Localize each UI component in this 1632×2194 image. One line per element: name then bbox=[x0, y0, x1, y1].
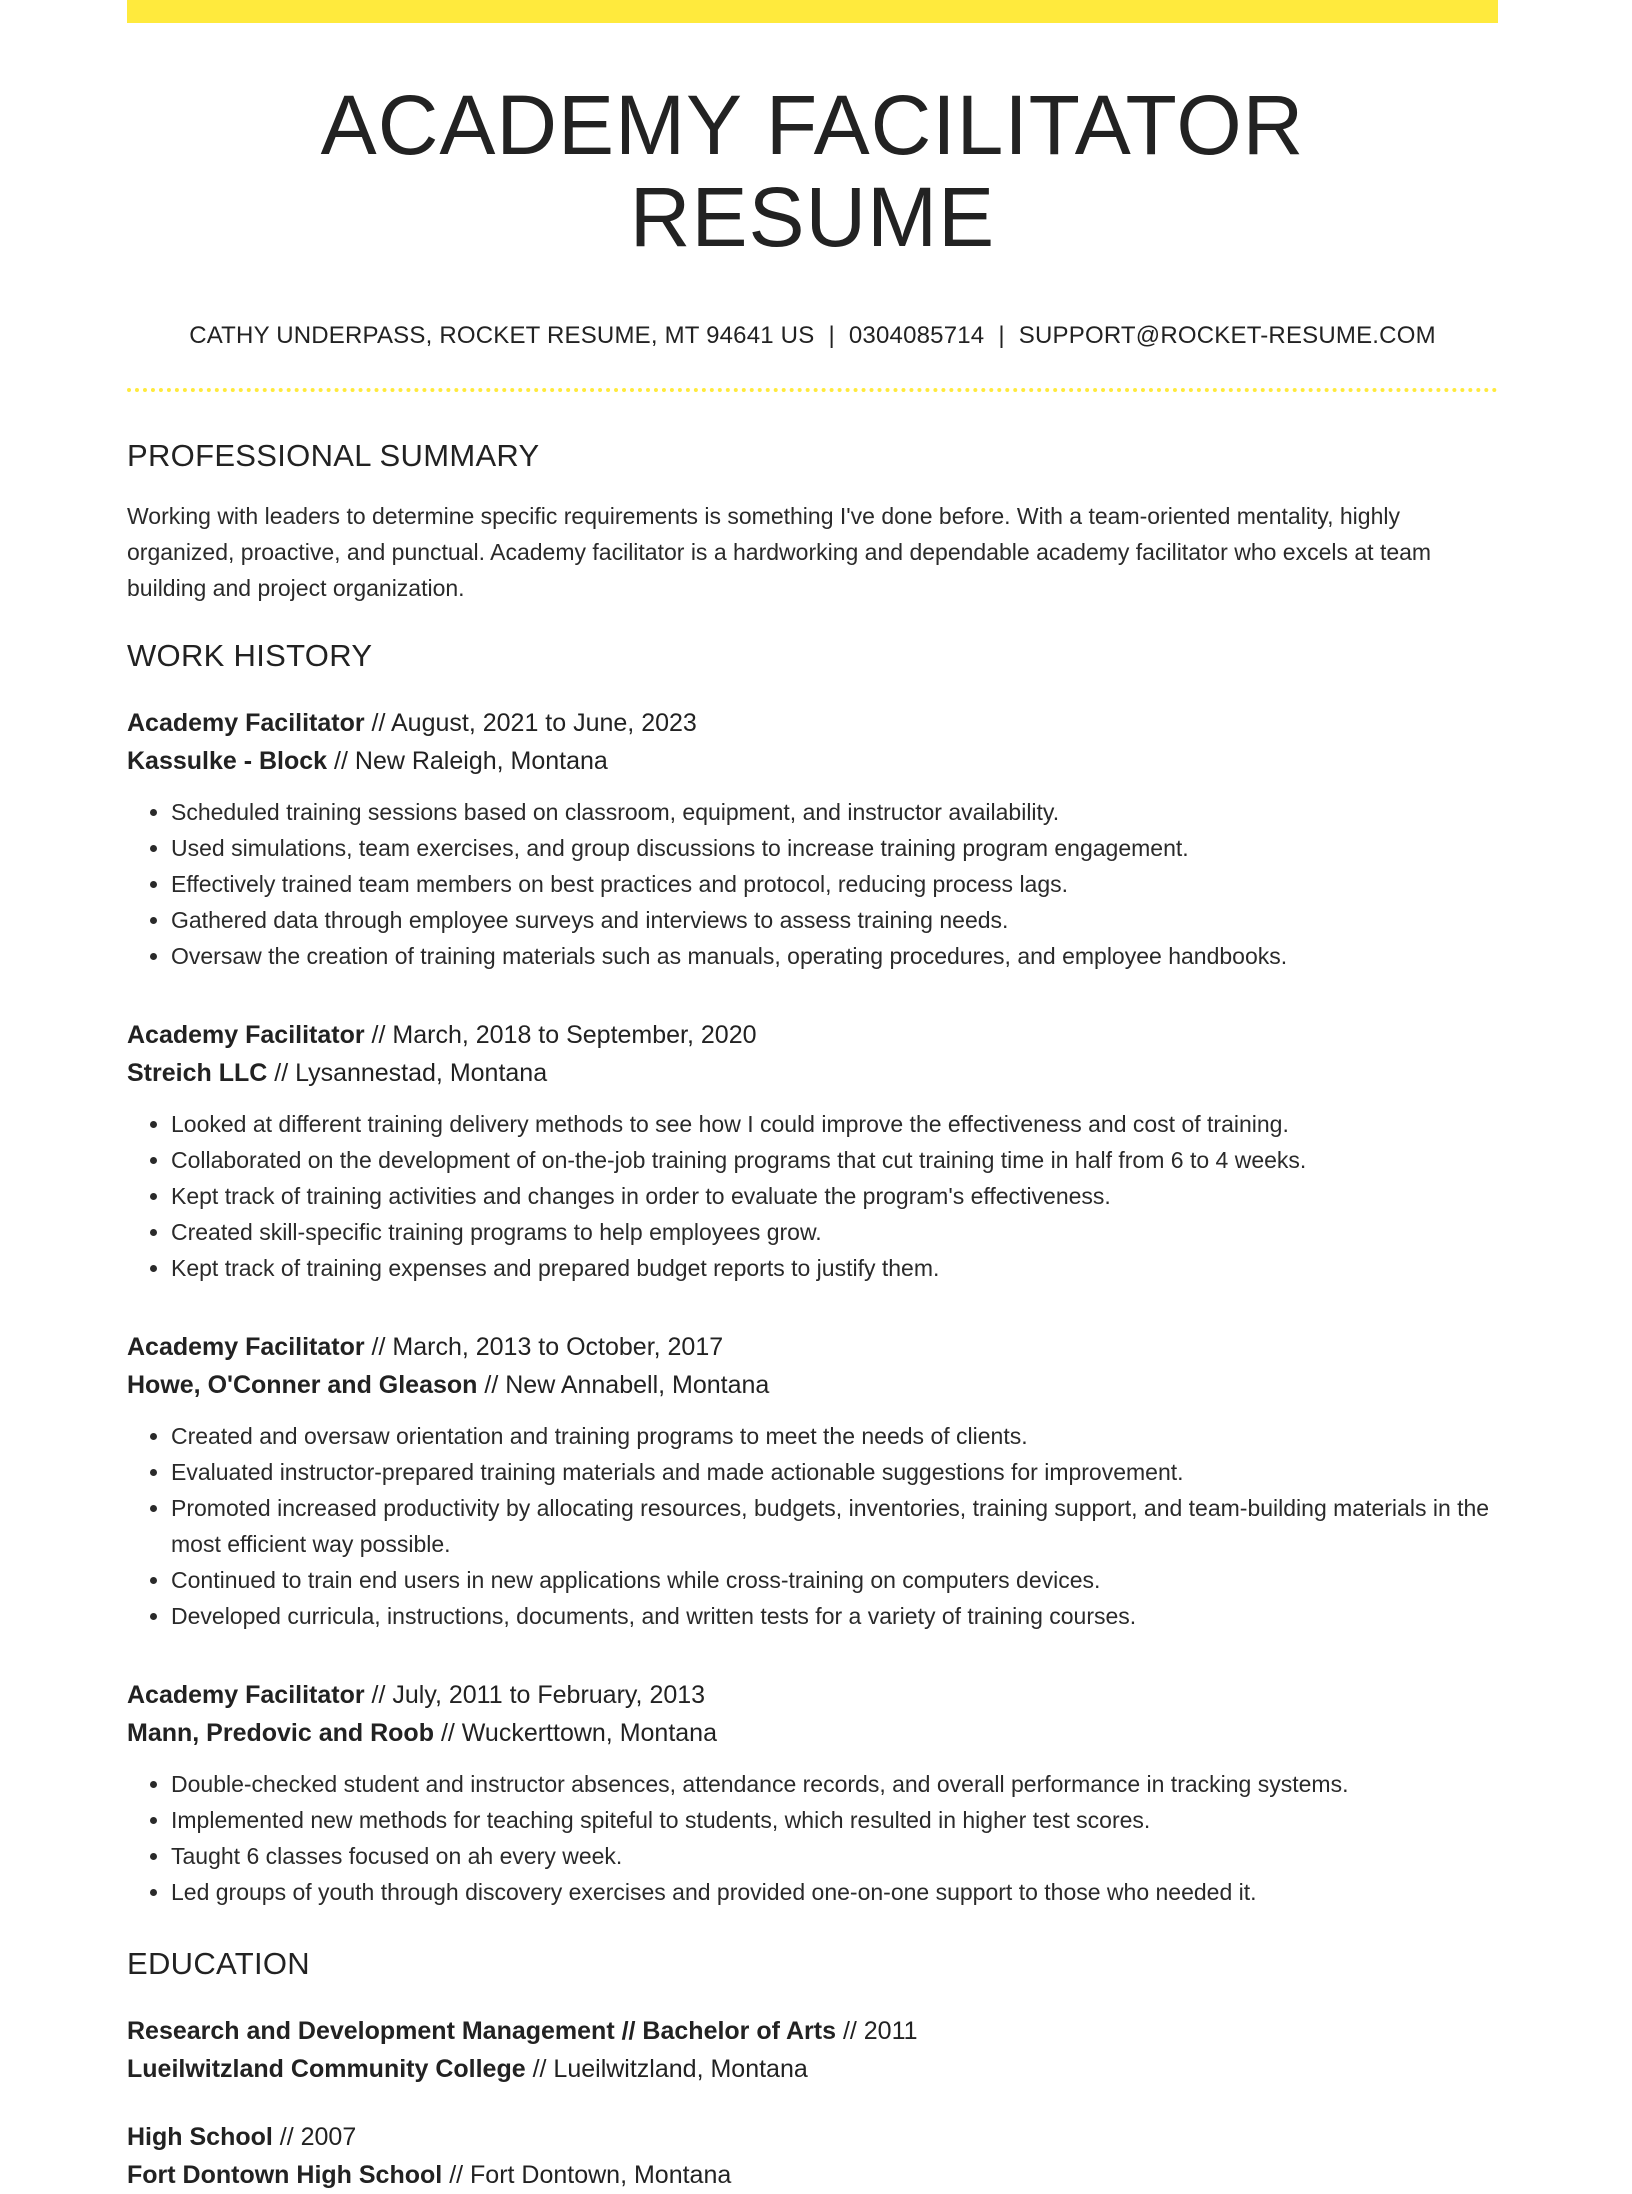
job-entry bbox=[127, 1016, 1498, 1286]
education-entry bbox=[127, 2118, 1498, 2194]
dotted-divider bbox=[127, 388, 1498, 392]
job-duty: • Scheduled training sessions based on classroom, equipment, and instructor availability. bbox=[171, 794, 1498, 830]
job-company: Streich LLC bbox=[127, 1058, 268, 1087]
education-school-line bbox=[127, 2156, 1498, 2194]
job-company-line bbox=[127, 1366, 1498, 1404]
job-dates: // March, 2013 to October, 2017 bbox=[371, 1332, 724, 1361]
education-degree: Research and Development Management // Bachelor of Arts bbox=[127, 2016, 836, 2045]
job-duty: • Kept track of training expenses and prepared budget reports to justify them. bbox=[171, 1250, 1498, 1286]
education-year: // 2011 bbox=[842, 2016, 918, 2045]
education-degree: High School bbox=[127, 2122, 273, 2151]
education-location: // Lueilwitzland, Montana bbox=[532, 2054, 808, 2083]
education-school: Lueilwitzland Community College bbox=[127, 2054, 526, 2083]
job-duty: • Used simulations, team exercises, and group discussions to increase training program engagement. bbox=[171, 830, 1498, 866]
contact-separator: | bbox=[998, 321, 1005, 349]
job-title: Academy Facilitator bbox=[127, 1680, 365, 1709]
contact-info bbox=[127, 322, 1498, 350]
job-duty: • Created and oversaw orientation and training programs to meet the needs of clients. bbox=[171, 1418, 1498, 1454]
job-location: // Lysannestad, Montana bbox=[274, 1058, 548, 1087]
contact-email: SUPPORT@ROCKET-RESUME.COM bbox=[1018, 321, 1436, 349]
education-entry bbox=[127, 2012, 1498, 2088]
job-title-line bbox=[127, 704, 1498, 742]
work-history-heading: WORK HISTORY bbox=[127, 637, 373, 673]
job-company: Mann, Predovic and Roob bbox=[127, 1718, 434, 1747]
job-duty: • Collaborated on the development of on-the-job training programs that cut training time in half from 6 to 4 weeks. bbox=[171, 1142, 1498, 1178]
job-title-line bbox=[127, 1676, 1498, 1714]
resume-page bbox=[127, 0, 1498, 2194]
job-duties bbox=[127, 1106, 1498, 1286]
job-company: Kassulke - Block bbox=[127, 746, 328, 775]
job-location: // New Raleigh, Montana bbox=[334, 746, 608, 775]
job-entry bbox=[127, 704, 1498, 974]
job-duty: • Promoted increased productivity by allocating resources, budgets, inventories, training support, and team-building materials in the most efficient way possible. bbox=[171, 1490, 1498, 1562]
summary-text: Working with leaders to determine specific requirements is something I've done before. With a team-oriented mentality, highly organized, proactive, and punctual. Academy facilitator is a hardworking and dependable academy facilitator who excels at team building and project organization. bbox=[127, 502, 1432, 601]
accent-top-bar bbox=[127, 0, 1498, 23]
contact-phone: 0304085714 bbox=[848, 321, 985, 349]
job-company-line bbox=[127, 1714, 1498, 1752]
job-duty: • Kept track of training activities and changes in order to evaluate the program's effectiveness. bbox=[171, 1178, 1498, 1214]
job-duties bbox=[127, 1766, 1498, 1910]
job-title-line bbox=[127, 1016, 1498, 1054]
contact-separator: | bbox=[828, 321, 835, 349]
job-duties bbox=[127, 794, 1498, 974]
education-degree-line bbox=[127, 2012, 1498, 2050]
job-duty: • Evaluated instructor-prepared training materials and made actionable suggestions for improvement. bbox=[171, 1454, 1498, 1490]
job-duty: • Implemented new methods for teaching spiteful to students, which resulted in higher test scores. bbox=[171, 1802, 1498, 1838]
job-dates: // July, 2011 to February, 2013 bbox=[371, 1680, 706, 1709]
job-duty: • Taught 6 classes focused on ah every week. bbox=[171, 1838, 1498, 1874]
page-title: ACADEMY FACILITATOR RESUME bbox=[320, 78, 1305, 265]
job-company: Howe, O'Conner and Gleason bbox=[127, 1370, 478, 1399]
job-duty: • Continued to train end users in new applications while cross-training on computers devices. bbox=[171, 1562, 1498, 1598]
job-title: Academy Facilitator bbox=[127, 708, 365, 737]
job-title-line bbox=[127, 1328, 1498, 1366]
job-location: // New Annabell, Montana bbox=[484, 1370, 770, 1399]
job-company-line bbox=[127, 742, 1498, 780]
job-duty: • Led groups of youth through discovery exercises and provided one-on-one support to those who needed it. bbox=[171, 1874, 1498, 1910]
summary-heading: PROFESSIONAL SUMMARY bbox=[127, 437, 540, 473]
job-duty: • Effectively trained team members on best practices and protocol, reducing process lags. bbox=[171, 866, 1498, 902]
education-heading: EDUCATION bbox=[127, 1945, 310, 1981]
job-duty: • Gathered data through employee surveys and interviews to assess training needs. bbox=[171, 902, 1498, 938]
job-location: // Wuckerttown, Montana bbox=[440, 1718, 717, 1747]
education-degree-line bbox=[127, 2118, 1498, 2156]
education-school: Fort Dontown High School bbox=[127, 2160, 443, 2189]
job-entry bbox=[127, 1328, 1498, 1634]
job-dates: // August, 2021 to June, 2023 bbox=[371, 708, 697, 737]
job-duty: • Looked at different training delivery methods to see how I could improve the effectiveness and cost of training. bbox=[171, 1106, 1498, 1142]
job-duties bbox=[127, 1418, 1498, 1634]
job-dates: // March, 2018 to September, 2020 bbox=[371, 1020, 757, 1049]
contact-address: CATHY UNDERPASS, ROCKET RESUME, MT 94641 US bbox=[189, 321, 815, 349]
job-title: Academy Facilitator bbox=[127, 1332, 365, 1361]
job-duty: • Developed curricula, instructions, documents, and written tests for a variety of training courses. bbox=[171, 1598, 1498, 1634]
job-company-line bbox=[127, 1054, 1498, 1092]
job-duty: • Created skill-specific training programs to help employees grow. bbox=[171, 1214, 1498, 1250]
education-school-line bbox=[127, 2050, 1498, 2088]
education-location: // Fort Dontown, Montana bbox=[449, 2160, 732, 2189]
education-year: // 2007 bbox=[279, 2122, 357, 2151]
job-duty: • Double-checked student and instructor absences, attendance records, and overall performance in tracking systems. bbox=[171, 1766, 1498, 1802]
job-entry bbox=[127, 1676, 1498, 1910]
job-duty: • Oversaw the creation of training materials such as manuals, operating procedures, and employee handbooks. bbox=[171, 938, 1498, 974]
job-title: Academy Facilitator bbox=[127, 1020, 365, 1049]
